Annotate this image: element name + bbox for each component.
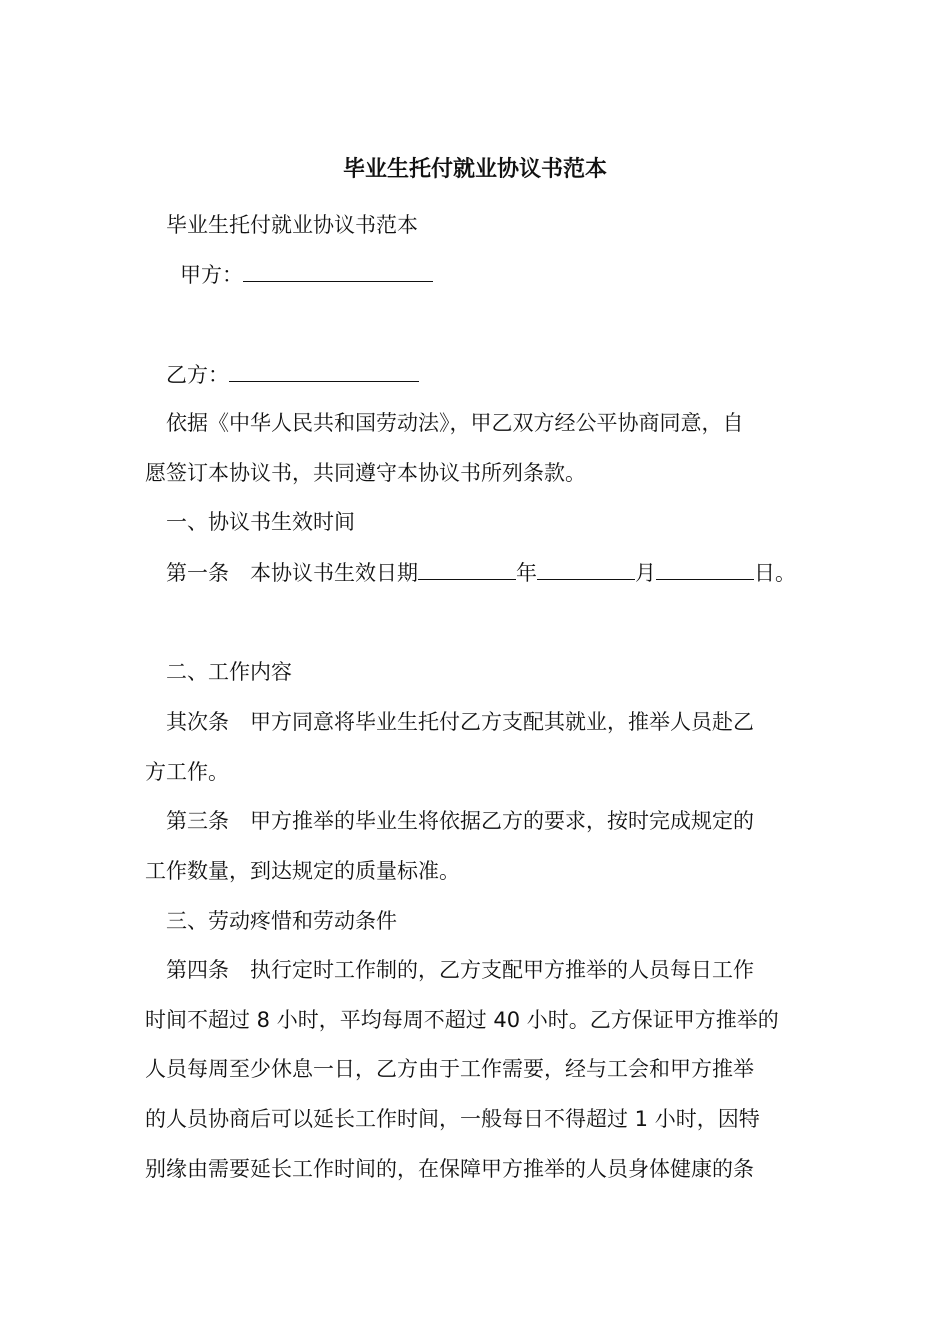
party-a-line bbox=[180, 259, 433, 290]
article-1-prefix: 第一条 本协议书生效日期 bbox=[166, 561, 418, 585]
article-1-year: 年 bbox=[516, 561, 537, 585]
article-1-day: 日。 bbox=[754, 561, 796, 585]
section-3-heading: 三、劳动疼惜和劳动条件 bbox=[166, 909, 397, 933]
article-4-line-5: 别缘由需要延长工作时间的，在保障甲方推举的人员身体健康的条 bbox=[145, 1157, 754, 1181]
article-3-line-1: 第三条 甲方推举的毕业生将依据乙方的要求，按时完成规定的 bbox=[166, 809, 754, 833]
party-b-blank bbox=[229, 359, 419, 382]
article-2-line-1: 其次条 甲方同意将毕业生托付乙方支配其就业，推举人员赴乙 bbox=[166, 710, 754, 734]
article-4-line-4: 的人员协商后可以延长工作时间，一般每日不得超过 1 小时，因特 bbox=[145, 1107, 760, 1131]
article-1-line bbox=[166, 557, 796, 588]
section-1-heading: 一、协议书生效时间 bbox=[166, 510, 355, 534]
party-a-label: 甲方： bbox=[180, 263, 243, 287]
day-blank bbox=[656, 557, 754, 580]
intro-line-2: 愿签订本协议书，共同遵守本协议书所列条款。 bbox=[145, 461, 586, 485]
article-1-month: 月 bbox=[635, 561, 656, 585]
section-2-heading: 二、工作内容 bbox=[166, 660, 292, 684]
month-blank bbox=[537, 557, 635, 580]
party-a-blank bbox=[243, 259, 433, 282]
article-4-line-1: 第四条 执行定时工作制的，乙方支配甲方推举的人员每日工作 bbox=[166, 958, 754, 982]
article-4-line-3: 人员每周至少休息一日，乙方由于工作需要，经与工会和甲方推举 bbox=[145, 1057, 754, 1081]
intro-line-1: 依据《中华人民共和国劳动法》，甲乙双方经公平协商同意，自 bbox=[166, 411, 744, 435]
document-subtitle: 毕业生托付就业协议书范本 bbox=[166, 213, 418, 237]
document-title: 毕业生托付就业协议书范本 bbox=[342, 157, 607, 182]
party-b-label: 乙方： bbox=[166, 363, 229, 387]
year-blank bbox=[418, 557, 516, 580]
article-4-line-2: 时间不超过 8 小时，平均每周不超过 40 小时。乙方保证甲方推举的 bbox=[145, 1008, 779, 1032]
party-b-line bbox=[166, 359, 419, 390]
article-2-line-2: 方工作。 bbox=[145, 760, 229, 784]
article-3-line-2: 工作数量，到达规定的质量标准。 bbox=[145, 859, 460, 883]
